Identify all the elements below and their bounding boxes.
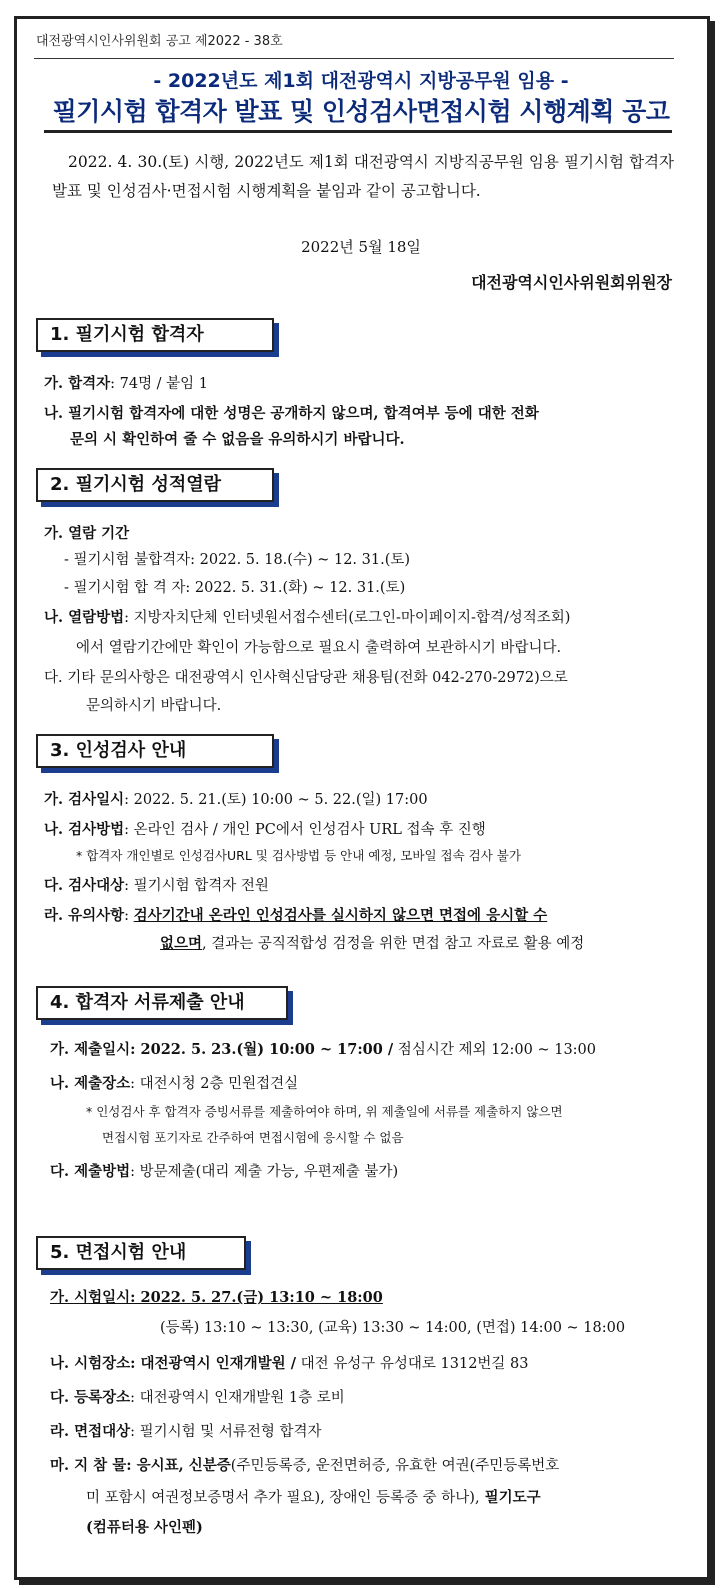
s5-a-line: 가. 시험일시: 2022. 5. 27.(금) 13:10 ~ 18:00: [50, 1289, 383, 1306]
s4-a-value-rest: 점심시간 제외 12:00 ~ 13:00: [393, 1042, 597, 1058]
s5-b-label: 나. 시험장소: [50, 1355, 131, 1372]
s2-b-line1: : 지방자치단체 인터넷원서접수센터(로그인-마이페이지-합격/성적조회): [124, 610, 571, 626]
s4-b-note2: 면접시험 포기자로 간주하여 면접시험에 응시할 수 없음: [102, 1130, 404, 1145]
s3-d-line2-rest: , 결과는 공직적합성 검정을 위한 면접 참고 자료로 활용 예정: [202, 936, 585, 952]
signature: 대전광역시인사위원회위원장: [471, 273, 672, 292]
s3-d-label: 라. 유의사항: [44, 907, 125, 924]
s5-a-sub: (등록) 13:10 ~ 13:30, (교육) 13:30 ~ 14:00, (면접) 14:00 ~ 18:00: [160, 1320, 626, 1336]
s5-e: [50, 1454, 559, 1475]
intro-date: 2022년 5월 18일: [301, 238, 421, 256]
s2-c-line2: 문의하시기 바랍니다.: [86, 698, 222, 714]
s3-a-label: 가. 검사일시: [44, 791, 125, 808]
intro-paragraph: 2022. 4. 30.(토) 시행, 2022년도 제1회 대전광역시 지방직공무원 임용 필기시험 합격자 발표 및 인성검사·면접시험 시행계획을 붙임과 같이 공고합니다.: [52, 153, 674, 200]
s1-b-line2: 문의 시 확인하여 줄 수 없음을 유의하시기 바랍니다.: [70, 431, 405, 448]
s5-e-line2-b: 필기도구: [479, 1489, 541, 1506]
s3-b-label: 나. 검사방법: [44, 821, 125, 838]
s3-a-value: : 2022. 5. 21.(토) 10:00 ~ 5. 22.(일) 17:00: [124, 792, 428, 808]
s3-c-label: 다. 검사대상: [44, 877, 125, 894]
s2-b: [44, 606, 570, 627]
doc-number: 대전광역시인사위원회 공고 제2022 - 38호: [36, 34, 283, 49]
s2-c-line1: 다. 기타 문의사항은 대전광역시 인사혁신담당관 채용팀(전화 042-270-2972)으로: [44, 670, 568, 686]
s2-a-label: 가. 열람 기간: [44, 525, 130, 542]
s2-b-label: 나. 열람방법: [44, 609, 125, 626]
s5-e-line2: [86, 1486, 541, 1507]
s2-a-item2: - 필기시험 합 격 자: 2022. 5. 31.(화) ~ 12. 31.(토): [64, 580, 406, 596]
s4-b-label: 나. 제출장소: [50, 1075, 131, 1092]
s5-d-value: : 필기시험 및 서류전형 합격자: [130, 1424, 322, 1440]
s3-b: [44, 818, 486, 839]
s5-e-line3: (컴퓨터용 사인펜): [86, 1519, 203, 1536]
s3-d: 라. 유의사항: 검사기간내 온라인 인성검사를 실시하지 않으면 면접에 응시할 수: [44, 907, 548, 924]
s3-b-value: : 온라인 검사 / 개인 PC에서 인성검사 URL 접속 후 진행: [124, 822, 486, 838]
s3-b-note: * 합격자 개인별로 인성검사URL 및 검사방법 등 안내 예정, 모바일 접속 검사 불가: [76, 848, 521, 863]
s5-b-value-rest: 대전 유성구 유성대로 1312번길 83: [296, 1356, 529, 1372]
title-divider: [44, 130, 672, 133]
s3-c: [44, 874, 269, 895]
section-3-title: 3. 인성검사 안내: [36, 734, 274, 768]
s4-a-value-bold: : 2022. 5. 23.(월) 10:00 ~ 17:00 /: [130, 1041, 394, 1058]
s3-c-value: : 필기시험 합격자 전원: [124, 878, 269, 894]
page-title: 필기시험 합격자 발표 및 인성검사면접시험 시행계획 공고: [52, 97, 670, 126]
s5-c: [50, 1386, 345, 1407]
s1-b-line1: 나. 필기시험 합격자에 대한 성명은 공개하지 않으며, 합격여부 등에 대한 전화: [44, 405, 539, 422]
subtitle: - 2022년도 제1회 대전광역시 지방공무원 임용 -: [153, 70, 569, 92]
s5-e-line1-bold: : 응시표, 신분증: [126, 1457, 231, 1474]
s4-c-label: 다. 제출방법: [50, 1163, 131, 1180]
s2-b-line2: 에서 열람기간에만 확인이 가능함으로 필요시 출력하여 보관하시기 바랍니다.: [76, 640, 562, 656]
section-4-title: 4. 합격자 서류제출 안내: [36, 986, 288, 1020]
s4-b-note1: * 인성검사 후 합격자 증빙서류를 제출하여야 하며, 위 제출일에 서류를 제출하지 않으면: [86, 1104, 563, 1119]
s3-a: [44, 788, 428, 809]
s1-a-label: 가. 합격자: [44, 375, 111, 392]
header-divider: [34, 58, 674, 59]
section-1-title: 1. 필기시험 합격자: [36, 318, 274, 352]
s5-b: [50, 1352, 529, 1373]
s5-c-value: : 대전광역시 인재개발원 1층 로비: [130, 1390, 345, 1406]
s4-c: [50, 1160, 398, 1181]
s1-a-value: : 74명 / 붙임 1: [110, 376, 209, 392]
section-5-title: 5. 면접시험 안내: [36, 1236, 246, 1270]
s3-d-line2: [160, 932, 584, 953]
s5-e-label: 마. 지 참 물: [50, 1457, 127, 1474]
s5-d: [50, 1420, 322, 1441]
section-2-title: 2. 필기시험 성적열람: [36, 468, 274, 502]
s4-c-value: : 방문제출(대리 제출 가능, 우편제출 불가): [130, 1164, 399, 1180]
s5-b-value-bold: : 대전광역시 인재개발원 /: [130, 1355, 297, 1372]
s3-d-line1: 검사기간내 온라인 인성검사를 실시하지 않으면 면접에 응시할 수: [133, 907, 548, 924]
s4-b-value: : 대전시청 2층 민원접견실: [130, 1076, 299, 1092]
s4-a: [50, 1038, 596, 1059]
s5-c-label: 다. 등록장소: [50, 1389, 131, 1406]
s5-e-line1-rest: (주민등록증, 운전면허증, 유효한 여권(주민등록번호: [230, 1458, 560, 1474]
s5-e-line2-a: 미 포함시 여권정보증명서 추가 필요), 장애인 등록증 중 하나),: [86, 1490, 480, 1506]
s3-d-line2-bold: 없으며: [160, 935, 203, 952]
s1-a: [44, 372, 208, 393]
s4-b: [50, 1072, 298, 1093]
s5-d-label: 라. 면접대상: [50, 1423, 131, 1440]
s4-a-label: 가. 제출일시: [50, 1041, 131, 1058]
s2-a-item1: - 필기시험 불합격자: 2022. 5. 18.(수) ~ 12. 31.(토): [64, 552, 411, 568]
